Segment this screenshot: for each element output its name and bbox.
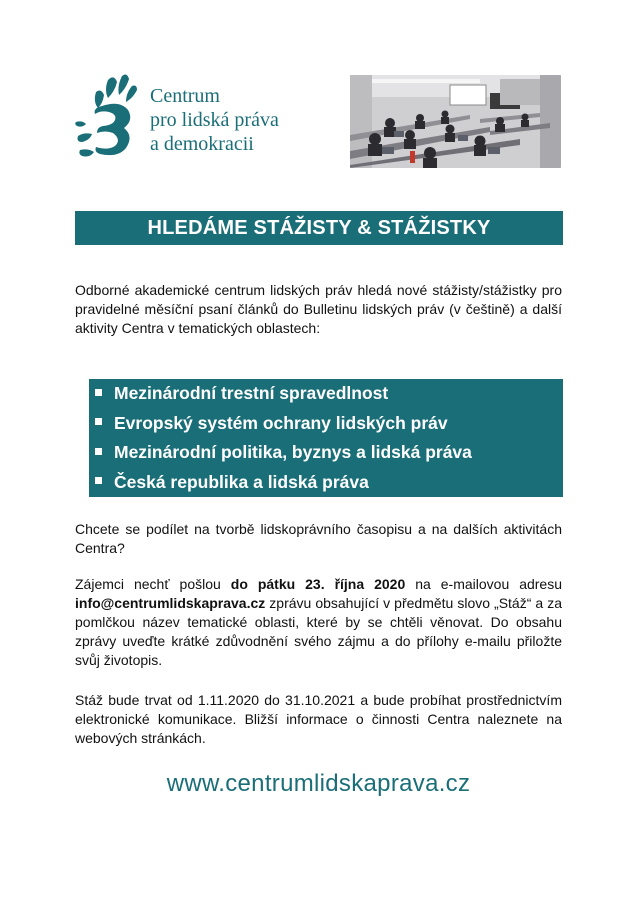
logo-line-1: Centrum bbox=[150, 85, 220, 107]
topic-list bbox=[89, 379, 563, 497]
square-bullet-icon bbox=[95, 477, 102, 484]
handprint-icon bbox=[74, 72, 149, 167]
list-item bbox=[89, 409, 563, 439]
deadline: do pátku 23. října 2020 bbox=[230, 576, 406, 592]
classroom-photo bbox=[350, 75, 561, 168]
square-bullet-icon bbox=[95, 389, 102, 396]
duration-paragraph: Stáž bude trvat od 1.11.2020 do 31.10.2021 a bude probíhat prostřednictvím elektronické komunikace. Bližší informace o činnosti Centra naleznete na webových stránkách. bbox=[75, 692, 562, 746]
logo-line-2: pro lidská práva bbox=[150, 109, 279, 131]
apply-text-1: Zájemci nechť pošlou bbox=[75, 576, 231, 592]
square-bullet-icon bbox=[95, 418, 102, 425]
intro-paragraph: Odborné akademické centrum lidských práv hledá nové stážisty/stážistky pro pravidelné měsíční psaní článků do Bulletinu lidských práv (v češtině) a další aktivity Centra v tematických oblastech: bbox=[75, 282, 562, 336]
topic-label: Mezinárodní trestní spravedlnost bbox=[114, 383, 389, 403]
website-link[interactable]: www.centrumlidskaprava.cz bbox=[166, 770, 471, 797]
list-item bbox=[89, 379, 563, 409]
list-item bbox=[89, 438, 563, 468]
email-link[interactable]: info@centrumlidskaprava.cz bbox=[75, 595, 266, 611]
headline-banner: HLEDÁME STÁŽISTY & STÁŽISTKY bbox=[75, 211, 563, 245]
logo-line-3: a demokracii bbox=[150, 133, 254, 155]
apply-text-2: na e-mailovou adresu bbox=[405, 576, 562, 592]
organization-logo bbox=[74, 72, 314, 172]
topic-label: Mezinárodní politika, byznys a lidská práva bbox=[114, 442, 472, 462]
apply-text-3: zprávu obsahující v předmětu slovo „Stáž“ a za pomlčkou název tematické oblasti, které by se chtěli věnovat. Do obsahu zprávy uveďte krátké zdůvodnění svého zájmu a do přílohy e-mailu přiložte svůj životopis. bbox=[75, 595, 562, 668]
logo-text bbox=[150, 84, 279, 156]
application-paragraph bbox=[75, 575, 562, 670]
topic-label: Evropský systém ochrany lidských práv bbox=[114, 412, 448, 433]
topic-label: Česká republika a lidská práva bbox=[114, 471, 369, 492]
square-bullet-icon bbox=[95, 448, 102, 455]
question-paragraph: Chcete se podílet na tvorbě lidskoprávního časopisu a na dalších aktivitách Centra? bbox=[75, 521, 562, 556]
list-item bbox=[89, 468, 563, 498]
